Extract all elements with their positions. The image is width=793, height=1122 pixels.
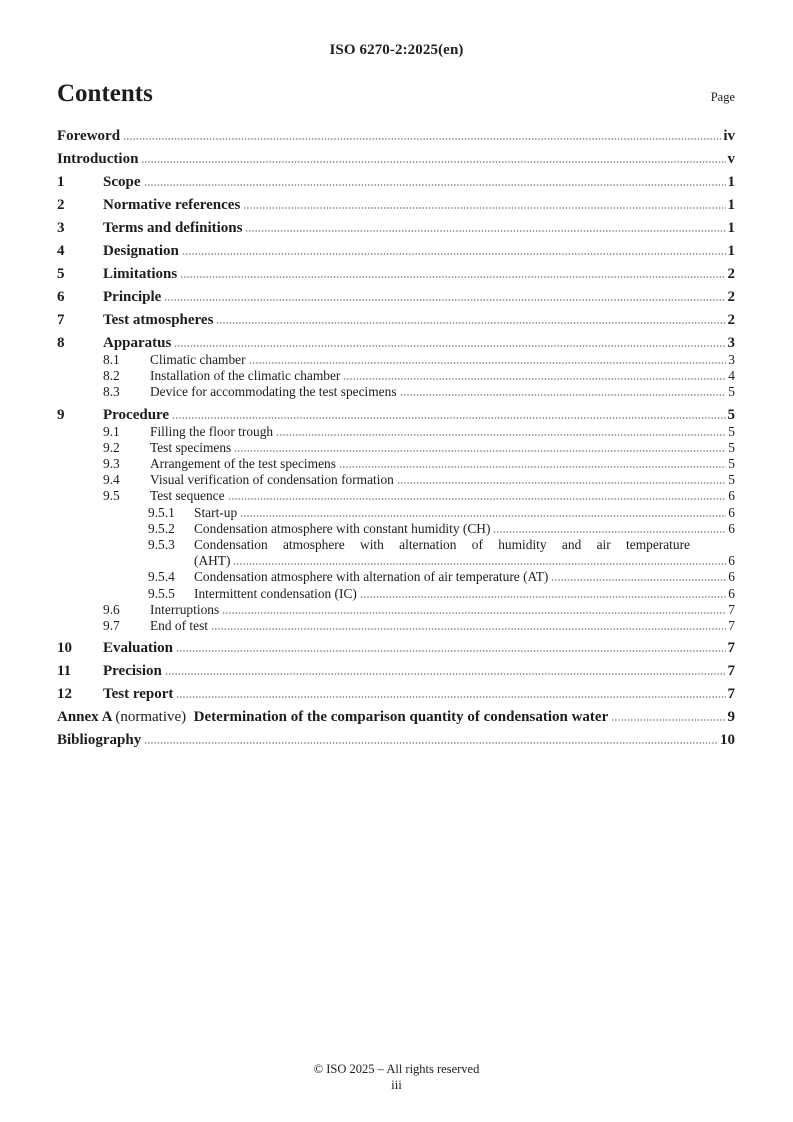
toc-entry-number: 3 [57,220,65,236]
toc-entry[interactable] [57,289,735,306]
toc-entry-title: Foreword [57,128,121,144]
toc-entry-title: Test sequence [150,488,225,504]
toc-entry[interactable] [57,174,735,191]
toc-entry-page: 5 [728,384,735,400]
toc-entry-page: 5 [728,423,735,439]
dot-leader [276,434,726,436]
toc-entry-number: 9.5.1 [148,504,175,520]
toc-entry[interactable] [57,709,735,726]
toc-entry-number: 1 [57,174,65,190]
toc-entry-title: Terms and definitions [103,220,243,236]
toc-entry-title: Installation of the climatic chamber [150,368,341,384]
toc-entry-number: 9.1 [103,423,120,439]
toc-entry-page: 6 [728,504,735,520]
dot-leader [182,253,726,255]
toc-entry-page: 6 [728,488,735,504]
dot-leader [141,161,725,163]
toc-entry[interactable] [57,505,735,521]
toc-entry-page: 6 [728,569,735,585]
toc-entry-title: Condensation atmosphere with constant humidity (CH) [194,520,491,536]
toc-entry-page: 3 [728,352,735,367]
toc-entry-page: 2 [727,266,735,282]
toc-entry-number: 8.2 [103,368,120,384]
dot-leader [180,276,725,278]
toc-entry-title: Test specimens [150,439,232,455]
toc-entry-number: 10 [57,640,72,657]
toc-entry[interactable] [57,488,735,504]
running-header-doc-id: ISO 6270-2:2025(en) [329,42,464,58]
toc-entry-number: 9.6 [103,601,120,617]
toc-entry[interactable] [57,368,735,384]
toc-entry-page: 5 [728,456,735,472]
toc-entry-title: Test atmospheres [103,312,214,328]
toc-entry-title: Visual verification of condensation formation [150,472,394,488]
toc-entry[interactable] [57,663,735,680]
copyright-notice: © ISO 2025 – All rights reserved [313,1062,480,1076]
toc-entry-normative-label: (normative) [115,709,187,726]
toc-entry-title: Intermittent condensation (IC) [194,585,357,601]
toc-entry[interactable] [57,686,735,703]
toc-entry[interactable] [57,243,735,260]
toc-entry-page: 1 [727,174,735,190]
toc-entry-title: Annex A (normative) Determination of the comparison quantity of condensation water [57,709,609,726]
toc-entry-title: Climatic chamber [150,352,246,367]
toc-entry-page: 6 [728,585,735,601]
toc-entry-page: 5 [727,406,735,423]
dot-leader [211,628,726,630]
toc-entry-number: 9.5.2 [148,520,175,536]
toc-entry-page: 7 [727,686,735,703]
toc-entry-page: 7 [727,663,735,680]
toc-entry-title: Bibliography [57,732,142,749]
dot-leader [234,450,726,452]
toc-entry-number: 9.3 [103,456,120,472]
toc-entry-page: 10 [720,732,735,749]
toc-entry[interactable] [57,521,735,537]
toc-entry-number: 8 [57,335,65,351]
toc-entry[interactable] [57,220,735,237]
toc-entry-title: Condensation atmosphere with alternation of humidity and air temperature [194,537,690,553]
toc-entry-page: 5 [728,439,735,455]
toc-entry-title: Condensation atmosphere with alternation of air temperature (AT) [194,569,549,585]
dot-leader [611,719,725,721]
toc-entry-title: Principle [103,289,162,305]
toc-entry[interactable] [57,456,735,472]
toc-entry[interactable] [57,352,735,368]
dot-leader [144,184,726,186]
toc-entry-number: 11 [57,663,72,680]
dot-leader [233,563,726,565]
dot-leader [343,378,726,380]
toc-entry[interactable] [57,640,735,657]
toc-entry-title: Precision [103,663,162,680]
toc-entry-page: 2 [727,312,735,328]
toc-entry-number: 9 [57,406,65,423]
toc-entry-title: Test report [103,686,174,703]
toc-entry[interactable] [57,602,735,618]
toc-entry[interactable] [57,335,735,352]
toc-entry[interactable] [57,569,735,585]
toc-entry[interactable] [57,472,735,488]
toc-entry[interactable] [57,440,735,456]
toc-entry-title: Evaluation [103,640,174,657]
folio-page-number: iii [391,1077,402,1092]
toc-entry-title: Introduction [57,151,139,167]
toc-entry[interactable] [57,618,735,634]
toc-entry-page: 6 [728,520,735,536]
dot-leader [144,742,718,744]
toc-entry-number: 6 [57,289,65,305]
toc-entry-continuation[interactable] [57,553,735,569]
toc-entry[interactable] [57,266,735,283]
page-footer [0,1062,793,1093]
toc-entry-page: 1 [727,220,735,236]
toc-entry-number: 5 [57,266,65,282]
dot-leader [176,650,725,652]
toc-entry[interactable] [57,407,735,424]
dot-leader [493,531,726,533]
dot-leader [245,230,725,232]
dot-leader [397,482,726,484]
toc-entry-title: Filling the floor trough [150,423,274,439]
toc-entry-page: 1 [727,243,735,259]
page-column-label: Page [710,90,735,104]
toc-entry-number: 2 [57,197,65,213]
toc-entry[interactable] [57,384,735,400]
dot-leader [551,579,726,581]
toc-entry-title: Scope [103,174,141,190]
toc-entry-page: v [727,151,735,167]
toc-entry-page: 2 [727,289,735,305]
toc-entry-title: Normative references [103,197,241,213]
contents-title: Contents [57,80,153,107]
toc-entry-number: 8.1 [103,352,120,367]
table-of-contents [57,122,735,749]
dot-leader [228,498,727,500]
toc-entry[interactable] [57,537,735,553]
toc-entry[interactable] [57,128,735,145]
dot-leader [400,394,727,396]
toc-entry-page: iv [723,128,735,144]
toc-entry[interactable] [57,586,735,602]
dot-leader [243,207,725,209]
dot-leader [176,696,725,698]
toc-entry-page: 3 [727,335,735,351]
toc-entry-title: Interruptions [150,601,220,617]
toc-entry-number: 8.3 [103,384,120,400]
toc-entry-title: Apparatus [103,335,172,351]
dot-leader [360,596,726,598]
toc-entry-title: Arrangement of the test specimens [150,456,336,472]
toc-entry-page: 4 [728,368,735,384]
toc-entry-title: End of test [150,618,209,634]
toc-entry[interactable] [57,312,735,329]
toc-entry-number: 9.5.3 [148,537,175,553]
toc-entry-number: 7 [57,312,65,328]
toc-entry-title: Designation [103,243,179,259]
dot-leader [164,299,725,301]
contents-heading-row [57,80,735,108]
dot-leader [216,322,725,324]
dot-leader [123,138,721,140]
toc-entry[interactable] [57,424,735,440]
toc-entry-number: 9.5.4 [148,569,175,585]
dot-leader [339,466,726,468]
toc-entry-page: 6 [728,553,735,569]
dot-leader [240,515,726,517]
toc-entry-page: 9 [727,709,735,726]
toc-entry-page: 7 [728,618,735,634]
toc-entry[interactable] [57,732,735,749]
dot-leader [222,612,726,614]
toc-entry[interactable] [57,197,735,214]
toc-entry-page: 5 [728,472,735,488]
toc-entry-page: 7 [728,601,735,617]
toc-entry[interactable] [57,151,735,168]
toc-entry-number: 9.7 [103,618,120,634]
dot-leader [172,417,725,419]
toc-entry-number: 9.5.5 [148,585,175,601]
toc-entry-number: 4 [57,243,65,259]
toc-entry-page: 1 [727,197,735,213]
toc-entry-page: 7 [727,640,735,657]
toc-entry-title: (AHT) [194,553,231,569]
toc-entry-title: Procedure [103,406,170,423]
toc-entry-number: 9.4 [103,472,120,488]
dot-leader [174,345,725,347]
toc-entry-number: 9.5 [103,488,120,504]
toc-entry-title: Device for accommodating the test specimens [150,384,397,400]
toc-entry-number: 12 [57,686,72,703]
dot-leader [165,673,726,675]
toc-entry-title: Limitations [103,266,178,282]
dot-leader [249,362,727,364]
toc-entry-title: Start-up [194,504,238,520]
toc-entry-number: 9.2 [103,439,120,455]
